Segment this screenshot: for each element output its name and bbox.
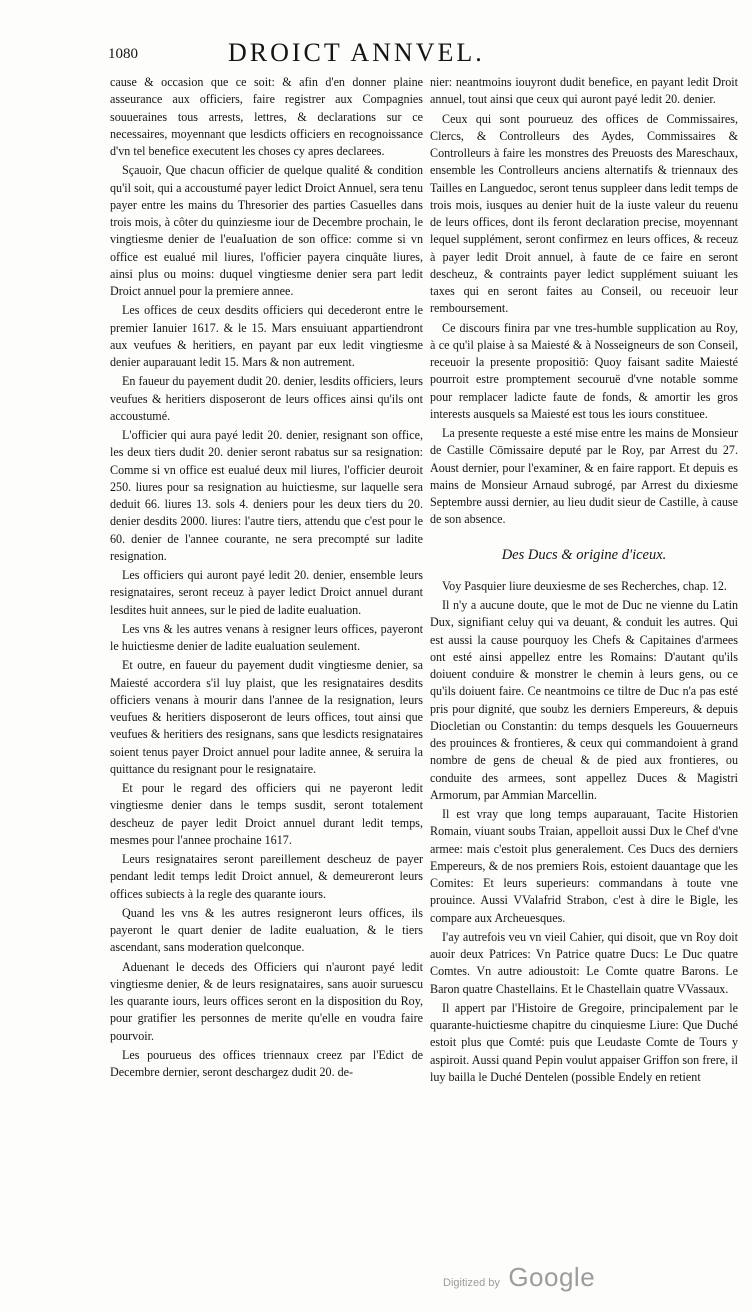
paragraph: Les vns & les autres venans à resigner leurs offices, payeront le huictiesme denier de ladite eualuation seulement. [110,621,423,653]
paragraph: Voy Pasquier liure deuxiesme de ses Recherches, chap. 12. [442,578,727,593]
running-title: DROICT ANNVEL. [228,38,485,67]
google-logo: Google [508,1262,596,1292]
digitized-by-label: Digitized by [443,1277,500,1289]
paragraph: cause & occasion que ce soit: & afin d'en donner plaine asseurance aux officiers, faire registrer aux Compagnies souueraines tous arrests, lettres, & declarations sur ce necessaires, moyennant que lesdicts officiers en recognoissance d'vn tel benefice executent les choses cy apres declarees. [110,75,423,158]
section-title: Des Ducs & origine d'iceux. [501,546,667,563]
right-column [430,74,738,1088]
paragraph: Ceux qui sont pourueuz des offices de Commissaires, Clercs, & Controlleurs des Aydes, Commissaires & Controlleurs à faire les monstres des Preuosts des Mareschaux, ensemble les Controlleurs anciens alternatifs & triennaux des Tailles en Languedoc, seront tenus suppleer dans ledit temps de trois mois, iusques au denier huit de la iuste valeur du reuenu de leurs offices, dont ils feront declaration precise, moyennant lequel supplément, seront confirmez en leurs offices, & receuz à payer ledit Droit annuel, à faute de ce faire en seront descheuz, & contraints payer ledict supplément suiuant les taxes qui en seront faites au Conseil, ou receuoir leur remboursement. [430,111,738,316]
page-number: 1080 [108,46,138,62]
paragraph: Les pourueus des offices triennaux creez par l'Edict de Decembre dernier, seront deschargez dudit 20. de- [110,1047,423,1079]
paragraph: Il n'y a aucune doute, que le mot de Duc ne vienne du Latin Dux, signifiant celuy qui va deuant, & conduit les autres. Qui est aussi la cause pourquoy les Chefs & Capitaines d'armees ont esté ainsi appellez entre les Romains: D'autant qu'ils doiuent conduire & monstrer le chemin à leurs gens, ou ce qu'ils doiuent faire. Ce neantmoins ce tiltre de Duc n'a pas esté pris pour dignité, que soubz les derniers Empereurs, & depuis Diocletian ou Constantin: du temps desquels les Gouuerneurs des prouinces & frontieres, & ceux qui commandoient à grand nombre de gens de cheual & de pied aux frontieres, ou conduite des armees, sont appellez Duces & Magistri Armorum, par Ammian Marcellin. [430,598,738,802]
paragraph: Les offices de ceux desdits officiers qui decederont entre le premier Ianuier 1617. & le 15. Mars ensuiuant appartiendront aux veufues & heritiers, en payant par eux ledit vingtiesme denier auparauant ledit 15. Mars & non autrement. [110,303,423,369]
paragraph: La presente requeste a esté mise entre les mains de Monsieur de Castille Cōmissaire deputé par le Roy, par Arrest du 27. Aoust dernier, pour l'examiner, & en faire rapport. Et depuis es mains de Monsieur Arnaud subrogé, par Arrest du dixiesme Septembre aussi dernier, au lieu dudit sieur de Castille, à cause de son absence. [430,426,738,527]
paragraph: Et outre, en faueur du payement dudit vingtiesme denier, sa Maiesté accordera s'il luy plaist, que les resignataires desdits officiers venans à mourir dans l'annee de la resignation, leurs veufues & heritiers disposeront de leurs offices, tout ainsi que veufues & heritiers des resignans, sans que lesdicts resignataires soient tenus payer Droict annuel pour ladite annee, & seruira la quittance du resignant pour le resignataire. [110,658,423,776]
paragraph: I'ay autrefois veu vn vieil Cahier, qui disoit, que vn Roy doit auoir deux Patrices: Vn Patrice quatre Ducs: Le Duc quatre Comtes. Vn autre adioustoit: Le Comte quatre Barons. Le Baron quatre Chastellains. Et le Chastellain quatre VVassaux. [430,929,738,996]
paragraph: En faueur du payement dudit 20. denier, lesdits officiers, leurs veufues & heritiers disposeront de leurs offices ainsi qu'ils ont accoustumé. [110,374,423,423]
digitized-watermark [443,1262,595,1293]
paragraph: Leurs resignataires seront pareillement descheuz de payer pendant ledit temps ledit Droict annuel, & demeureront leurs offices subiects à la regle des quarante iours. [110,852,423,901]
paragraph: Et pour le regard des officiers qui ne payeront ledit vingtiesme denier dans le temps susdit, seront totalement descheuz de payer ledit Droict annuel durant ledit temps, mesmes pour l'annee prochaine 1617. [110,781,423,847]
paragraph: Sçauoir, Que chacun officier de quelque qualité & condition qu'il soit, qui a accoustumé payer ledict Droict Annuel, sera tenu payer entre les mains du Thresorier des parties Casuelles dans trois mois, à côter du quinziesme iour de Decembre prochain, le vingtiesme denier de l'euaIuation de son office: comme si vn office est eualué mil liures, l'officier payera cinquâte liures, ainsi plus ou moins: duquel vingtiesme denier sera part ledit Droict annuel pour la premiere annee. [110,163,423,298]
paragraph: Aduenant le deceds des Officiers qui n'auront payé ledit vingtiesme denier, & de leurs resignataires, sans auoir suruescu les quarante iours, leurs offices seront en la disposition du Roy, pour gratifier les personnes de merite qu'elle en voudra faire pourvoir. [110,959,423,1043]
paragraph: Les officiers qui auront payé ledit 20. denier, ensemble leurs resignataires, seront receuz à payer ledict Droict annuel durant lesdites huit annees, sur le pied de ladite eualuation. [110,568,423,617]
paragraph: L'officier qui aura payé ledit 20. denier, resignant son office, les deux tiers dudit 20. denier seront rabatus sur sa resignation: Comme si vn office est eualué deux mil liures, l'officier deuroit 250. liures pour sa resignation au huictiesme, sur laquelle sera deduit 66. liures 13. sols 4. deniers pour les deux tiers du 20. denier desdits 2000. liures: l'autre tiers, attendu que c'est pour le 60. denier de l'annee courante, ne sera precompté sur ladite resignation. [110,428,423,563]
paragraph: nier: neantmoins iouyront dudit benefice, en payant ledit Droit annuel, tout ainsi que ceux qui auront payé ledit 20. denier. [430,75,738,107]
paragraph: Il appert par l'Histoire de Gregoire, principalement par le quarante-huictiesme chapitre du cinquiesme Liure: Que Duché estoit plus que Comté: puis que Leudaste Comte de Tours y aspiroit. Aussi quand Pepin voulut appaiser Griffon son frere, il luy bailla le Duché Dentelen (possible Endely en retient [430,1000,738,1084]
paragraph: Il est vray que long temps auparauant, Tacite Historien Romain, viuant soubs Traian, appelloit aussi Dux le Chef d'vne armee: mais c'estoit plus generalement. Ces Ducs des derniers Empereurs, & de nos premiers Rois, estoient dauantage que les Comites: Et leurs superieurs: commandans à toute vne prouince. Aussi VValafrid Strabon, c'est à dire le Bigle, les compare aux Archeuesques. [430,807,738,925]
paragraph: Ce discours finira par vne tres-humble supplication au Roy, à ce qu'il plaise à sa Maiesté & à Nosseigneurs de son Conseil, receuoir la presente propositiō: Quoy faisant sadite Maiesté pourroit estre promptement secouruë d'vne notable somme pour remplacer ladicte faute de fonds, & amortir les gros interests ausquels sa Maiesté est tous les iours constituee. [430,320,738,421]
paragraph: Quand les vns & les autres resigneront leurs offices, ils payeront le quart denier de ladite eualuation, & le tiers ascendant, sans moderation quelconque. [110,905,423,955]
left-column [110,74,423,1083]
